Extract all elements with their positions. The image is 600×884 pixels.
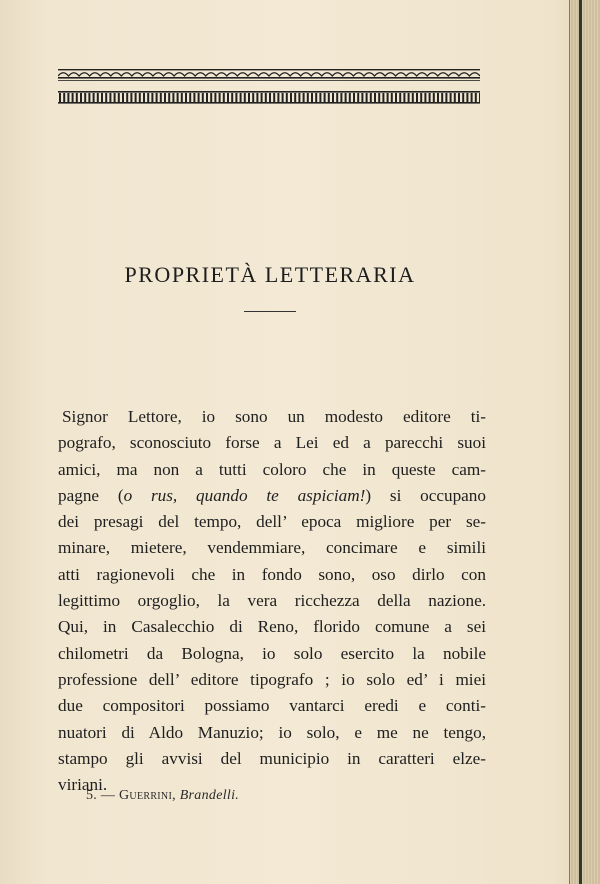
text-line: amici, ma non a tutti coloro che in queste cam-: [58, 459, 486, 479]
text-line: due compositori possiamo vantarci eredi e conti-: [58, 696, 486, 716]
text-line: professione dell’ editore tipografo ; io solo ed’ i miei: [58, 669, 486, 689]
text-line: stampo gli avvisi del municipio in caratteri elze-: [58, 748, 486, 768]
text-line: nuatori di Aldo Manuzio; io solo, e me ne tengo,: [58, 722, 486, 742]
text-line: chilometri da Bologna, io solo esercito la nobile: [58, 643, 486, 663]
signature-author: Guerrini,: [119, 788, 176, 803]
text-line: minare, mietere, vendemmiare, concimare e simili: [58, 538, 486, 558]
signature-footer: [86, 788, 239, 804]
text-segment: pagne (: [58, 485, 124, 505]
page-title: PROPRIETÀ LETTERARIA: [124, 262, 416, 287]
text-line: atti ragionevoli che in fondo sono, oso dirlo con: [58, 564, 486, 584]
text-line: Qui, in Casalecchio di Reno, florido comune a sei: [58, 617, 486, 637]
signature-number: 5. —: [86, 788, 116, 803]
text-line: pografo, sconosciuto forse a Lei ed a parecchi suoi: [58, 433, 486, 453]
text-segment: ) si occupano: [365, 485, 486, 505]
title-divider: [244, 311, 296, 312]
signature-work: Brandelli.: [179, 788, 240, 803]
text-line: legittimo orgoglio, la vera ricchezza della nazione.: [58, 591, 486, 611]
text-line: viriani.: [58, 775, 108, 795]
text-line-with-italic: [58, 483, 486, 509]
page-edge: [569, 0, 600, 884]
header-ornament: [58, 66, 480, 106]
latin-quote: o rus, quando te aspiciam!: [123, 485, 366, 505]
text-line: Signor Lettore, io sono un modesto editore ti-: [62, 407, 486, 426]
book-spine-edge: [579, 0, 582, 884]
text-line: dei presagi del tempo, dell’ epoca migliore per se-: [58, 512, 486, 532]
body-paragraph: [58, 404, 486, 798]
